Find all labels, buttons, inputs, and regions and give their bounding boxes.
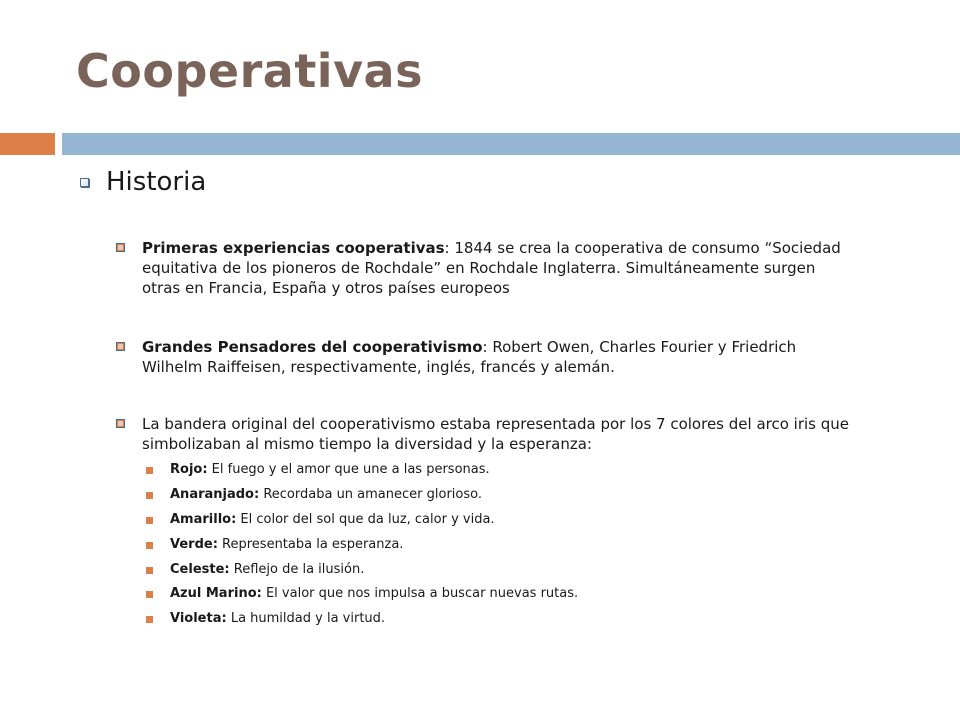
square-bullet-icon [116,342,125,351]
sub-list-item-text [170,585,578,603]
sub-list-item-text [170,511,495,529]
sub-list-item [146,536,846,554]
list-item-body: : 1844 se crea la cooperativa de consumo “Sociedad equitativa de los pioneros de Rochdale” en Rochdale Inglaterra. Simultáneamente surgen otras en Francia, España y otros países europeos [142,239,841,297]
sub-list-item-label: Azul Marino: [170,586,262,601]
filled-square-bullet-icon [146,517,153,524]
sub-list-item-text [170,610,385,628]
square-bullet-icon [116,243,125,252]
list-item-body: La bandera original del cooperativismo estaba representada por los 7 colores del arco iris que simbolizaban al mismo tiempo la diversidad y la esperanza: [142,415,850,453]
sub-list-item-label: Amarillo: [170,512,237,527]
slide-title: Cooperativas [76,44,423,98]
list-item-label: Grandes Pensadores del cooperativismo [142,338,483,356]
filled-square-bullet-icon [146,542,153,549]
section-heading [80,167,206,197]
sub-list-item-body: El color del sol que da luz, calor y vida. [236,512,495,527]
list-item-text [142,414,856,454]
list-item-label: Primeras experiencias cooperativas [142,239,445,257]
sub-list-item-body: Recordaba un amanecer glorioso. [259,487,482,502]
sub-list-item-label: Celeste: [170,562,230,577]
sub-list-item-text [170,486,482,504]
sub-list-item-label: Rojo: [170,462,208,477]
sub-list-item [146,511,846,529]
square-bullet-icon [116,419,125,428]
sub-list-item-label: Verde: [170,537,218,552]
filled-square-bullet-icon [146,616,153,623]
sub-list-item [146,486,846,504]
sub-list-item-body: El fuego y el amor que une a las personas. [207,462,490,477]
filled-square-bullet-icon [146,591,153,598]
section-heading-text: Historia [106,167,207,197]
list-item [116,238,856,298]
sub-list-item [146,610,846,628]
sub-list-item-label: Violeta: [170,611,227,626]
sub-list-item-text [170,561,364,579]
title-accent-bar-blue [62,133,960,155]
sub-list-item-body: Representaba la esperanza. [217,537,404,552]
list-item-body: : Robert Owen, Charles Fourier y Friedrich Wilhelm Raiffeisen, respectivamente, inglés, francés y alemán. [142,338,797,376]
sub-list-item-body: Reflejo de la ilusión. [229,562,365,577]
filled-square-bullet-icon [146,492,153,499]
sub-list-item-text [170,536,403,554]
sub-list-item-text [170,461,490,479]
filled-square-bullet-icon [146,567,153,574]
sub-list-item-body: El valor que nos impulsa a buscar nuevas rutas. [261,586,579,601]
sub-list-item [146,561,846,579]
sub-list-item [146,585,846,603]
sub-list-item-label: Anaranjado: [170,487,260,502]
filled-square-bullet-icon [146,467,153,474]
sub-list-item [146,461,846,479]
list-item [116,337,856,377]
hollow-square-bullet-icon [80,178,89,187]
title-accent-bar-orange [0,133,55,155]
sub-list-item-body: La humildad y la virtud. [226,611,386,626]
list-item-text [142,238,856,298]
list-item-text [142,337,856,377]
list-item [116,414,856,454]
